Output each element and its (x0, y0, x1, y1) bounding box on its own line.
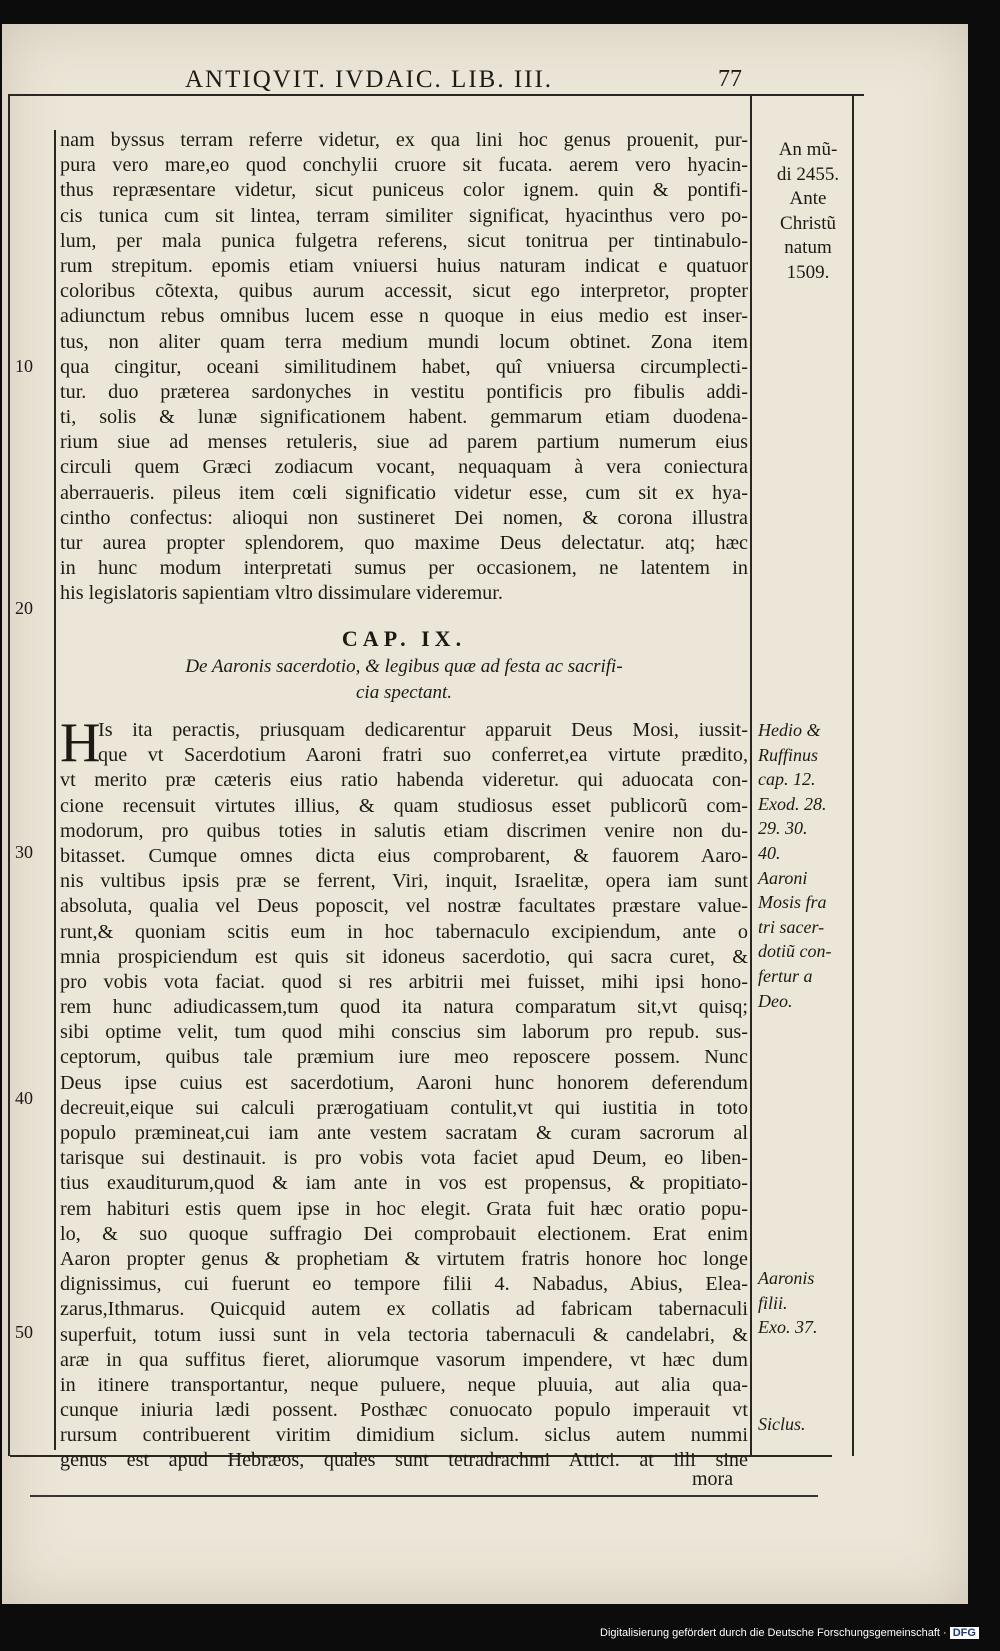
text-line: ceptorum, quibus tale præmium iure meo reposcere possem. Nunc (60, 1046, 748, 1069)
margin-text: Ante (789, 188, 827, 210)
text-line: nis vultibus ipsis præ se ferrent, Viri, inquit, Israelitæ, opera iam sunt (60, 870, 748, 893)
margin-note-siclus: Siclus. (758, 1414, 806, 1434)
text-line: populo præmineat,cui iam ante vestem sacratam & curam sacrorum al (60, 1122, 748, 1144)
text-line: coloribus cõtexta, quibus aurum accessit, sicut ego interpretor, propter (60, 280, 748, 303)
text-line: pro vobis vota faciat. quod si res arbitrii mei fuisset, mihi ipsi hono- (60, 970, 748, 993)
drop-capital: H (60, 712, 101, 774)
text-line: bitasset. Cumque omnes dicta eius comprobarent, & fauorem Aaro- (60, 844, 748, 867)
text-line: Deus ipse cuius est sacerdotium, Aaroni hunc honorem deferendum (60, 1071, 748, 1094)
text-line: aræ in qua suffitus fieret, aliorumque vasorum impendere, vt hæc dum (60, 1348, 748, 1371)
text-line: tur aurea propter splendorem, quo maxime Deus delectatur. atq; hæc (60, 532, 748, 554)
margin-text: Christũ (780, 212, 836, 234)
margin-text: tri sacer- (758, 916, 825, 937)
text-line: modorum, pro quibus toties in salutis etiam discrimen venire non du- (60, 819, 748, 842)
header-rule (8, 94, 864, 96)
text-line: cintho confectus: alioqui non sustineret Dei nomen, & corona illustra (60, 506, 748, 529)
margin-text: Aaronis (758, 1268, 815, 1288)
text-line: mnia prospiciendum est quis sit idoneus sacerdotio, qui sacra curet, & (60, 945, 748, 968)
text-line: nam byssus terram referre videtur, ex qua lini hoc genus prouenit, pur- (60, 129, 748, 151)
text-line: tus, non aliter quam terra medium mundi locum obtinet. Zona item (60, 330, 748, 353)
margin-note-date (758, 138, 858, 286)
text-line: in hunc modum interpretati sumus per occasionem, ne latentem in (60, 557, 748, 580)
margin-text: fertur a (758, 965, 813, 986)
text-block-upper (60, 128, 748, 607)
margin-text: 40. (758, 842, 781, 863)
catchword: mora (692, 1468, 734, 1490)
text-line: dignissimus, cui fuerunt eo tempore filii 4. Nabadus, Abius, Elea- (60, 1273, 748, 1296)
margin-text: An mũ- (778, 139, 838, 160)
margin-text: Hedio & (758, 720, 821, 740)
column-rule-right (750, 96, 752, 1456)
text-line: in itinere transportantur, neque puluere, neque pluuia, aut alia qua- (60, 1373, 748, 1396)
page-edge-rule (8, 96, 10, 1456)
dfg-logo: DFG (950, 1627, 979, 1639)
text-line: adiunctum rebus omnibus lucem esse n quoque in eius medio est inser- (60, 305, 748, 328)
text-line: runt,& quoniam scitis eum in hoc tabernaculo excipiendum, ante o (60, 920, 748, 943)
text-line: que vt Sacerdotium Aaroni fratri suo conferret,ea virtute prædito, (98, 744, 748, 767)
text-line: pura vero mare,eo quod conchylii cruore sit fucata. aerem vero hyacin- (60, 154, 748, 177)
margin-text: Deo. (758, 990, 793, 1011)
text-line: thus repræsentare videtur, sicut puniceus color ignem. quin & pontifi- (60, 179, 748, 202)
text-line: circuli quem Græci zodiacum vocant, nequaquam à vera coniectura (60, 456, 748, 479)
page-number: 77 (718, 66, 742, 92)
line-number: 10 (15, 356, 33, 376)
text-line: sibi optime velit, tum quod mihi conscius sim laborum pro repub. sus- (60, 1021, 748, 1044)
margin-text: 29. 30. (758, 818, 808, 839)
text-line: rursum contribuerent viritim dimidium siclum. siclus autem nummi (60, 1424, 748, 1447)
text-line: rem hunc adiudicassem,tum quod ita natura comparatum sit,vt quisq; (60, 996, 748, 1019)
margin-text: Aaroni (758, 867, 808, 888)
text-line: Aaron propter genus & prophetiam & virtutem fratris honore hoc longe (60, 1247, 748, 1270)
footer-text: Digitalisierung gefördert durch die Deutsche Forschungsgemeinschaft · (600, 1627, 947, 1639)
running-title: ANTIQVIT. IVDAIC. LIB. III. (185, 66, 554, 93)
margin-note-references (758, 718, 858, 1013)
text-line: superfuit, totum iussi sunt in vela tectoria tabernaculi & candelabri, & (60, 1323, 748, 1346)
text-line: vt merito præ cæteris eius ratio habenda videretur. qui aduocata con- (60, 769, 748, 792)
line-number: 50 (15, 1322, 33, 1342)
text-line: Is ita peractis, priusquam dedicarentur apparuit Deus Mosi, iussit- (98, 719, 748, 741)
line-number: 40 (15, 1088, 33, 1108)
chapter-heading: CAP. IX. (341, 626, 467, 651)
text-line: cunque iniuria lædi possent. Posthæc conuocato populo imperauit vt (60, 1399, 748, 1422)
footer-credit (600, 1627, 979, 1639)
text-line: decreuit,eique sui calculi prærogatiuam contulit,vt qui iustitia in toto (60, 1096, 748, 1119)
margin-note-sons (758, 1266, 858, 1340)
text-line: zarus,Ithmarus. Quicquid autem ex collatis ad fabricam tabernaculi (60, 1298, 748, 1321)
margin-text: Mosis fra (758, 892, 827, 913)
text-line: tur. duo præterea sardonyches in vestitu pontificis pro fibulis addi- (60, 380, 748, 403)
line-number: 20 (15, 598, 33, 618)
text-line: aberraueris. pileus item cœli significatio videtur esse, cum sit ex hya- (60, 481, 748, 504)
margin-text: di 2455. (776, 163, 840, 185)
margin-text: natum (784, 237, 832, 259)
margin-text: filii. (758, 1292, 788, 1313)
margin-text: Exod. 28. (758, 793, 827, 814)
text-line: cis tunica cum sit lintea, terram similiter significat, hyacinthus vero po- (60, 204, 748, 227)
text-line: qua cingitur, oceani similitudinem habet, quî vniuersa circumplecti- (60, 355, 748, 378)
column-rule-left (54, 130, 56, 1450)
margin-text: Ruffinus (758, 744, 819, 765)
text-line: ti, solis & lunæ significationem habent. gemmarum etiam duodena- (60, 406, 748, 429)
text-line: absoluta, qualia vel Deus poposcit, vel nostræ facultates præstare value- (60, 895, 748, 918)
margin-text: cap. 12. (758, 769, 816, 790)
text-line: rum strepitum. epomis etiam vniuersi huius naturam indicat e quatuor (60, 254, 748, 277)
chapter-subtitle: De Aaronis sacerdotio, & legibus quæ ad festa ac sacrifi- (185, 656, 623, 677)
margin-text: Exo. 37. (758, 1317, 818, 1338)
line-number: 30 (15, 842, 33, 862)
text-line: rem habituri estis quem ipse in hoc elegit. Grata fuit hæc oratio popu- (60, 1197, 748, 1220)
text-line: lo, & suo quoque suffragio Dei comprobauit electionem. Erat enim (60, 1222, 748, 1245)
text-line: rium siue ad menses retuleris, siue ad parem partium numerum eius (60, 431, 748, 454)
footer-rule-lower (30, 1495, 818, 1497)
text-line: genus est apud Hebræos, quales sunt tetradrachmi Attici. at illi sine (60, 1449, 748, 1472)
text-line: tarisque sui destinauit. is pro vobis vota faciet apud Deum, eo liben- (60, 1147, 748, 1170)
text-line: his legislatoris sapientiam vltro dissimulare videremur. (60, 582, 503, 605)
chapter-subtitle-cont: cia spectant. (355, 682, 453, 703)
text-line: cione recensuit virtutes illius, & quam studiosus esset publicorũ com- (60, 794, 748, 817)
text-block-lower (60, 712, 748, 1474)
margin-text: dotiũ con- (758, 941, 832, 962)
text-line: lum, per mala punica fulgetra referens, sicut tonitrua per tintinabulo- (60, 229, 748, 252)
margin-text: 1509. (786, 261, 830, 283)
text-line: tius exauditurum,quod & iam ante in vos est propensus, & propitiato- (60, 1172, 748, 1195)
